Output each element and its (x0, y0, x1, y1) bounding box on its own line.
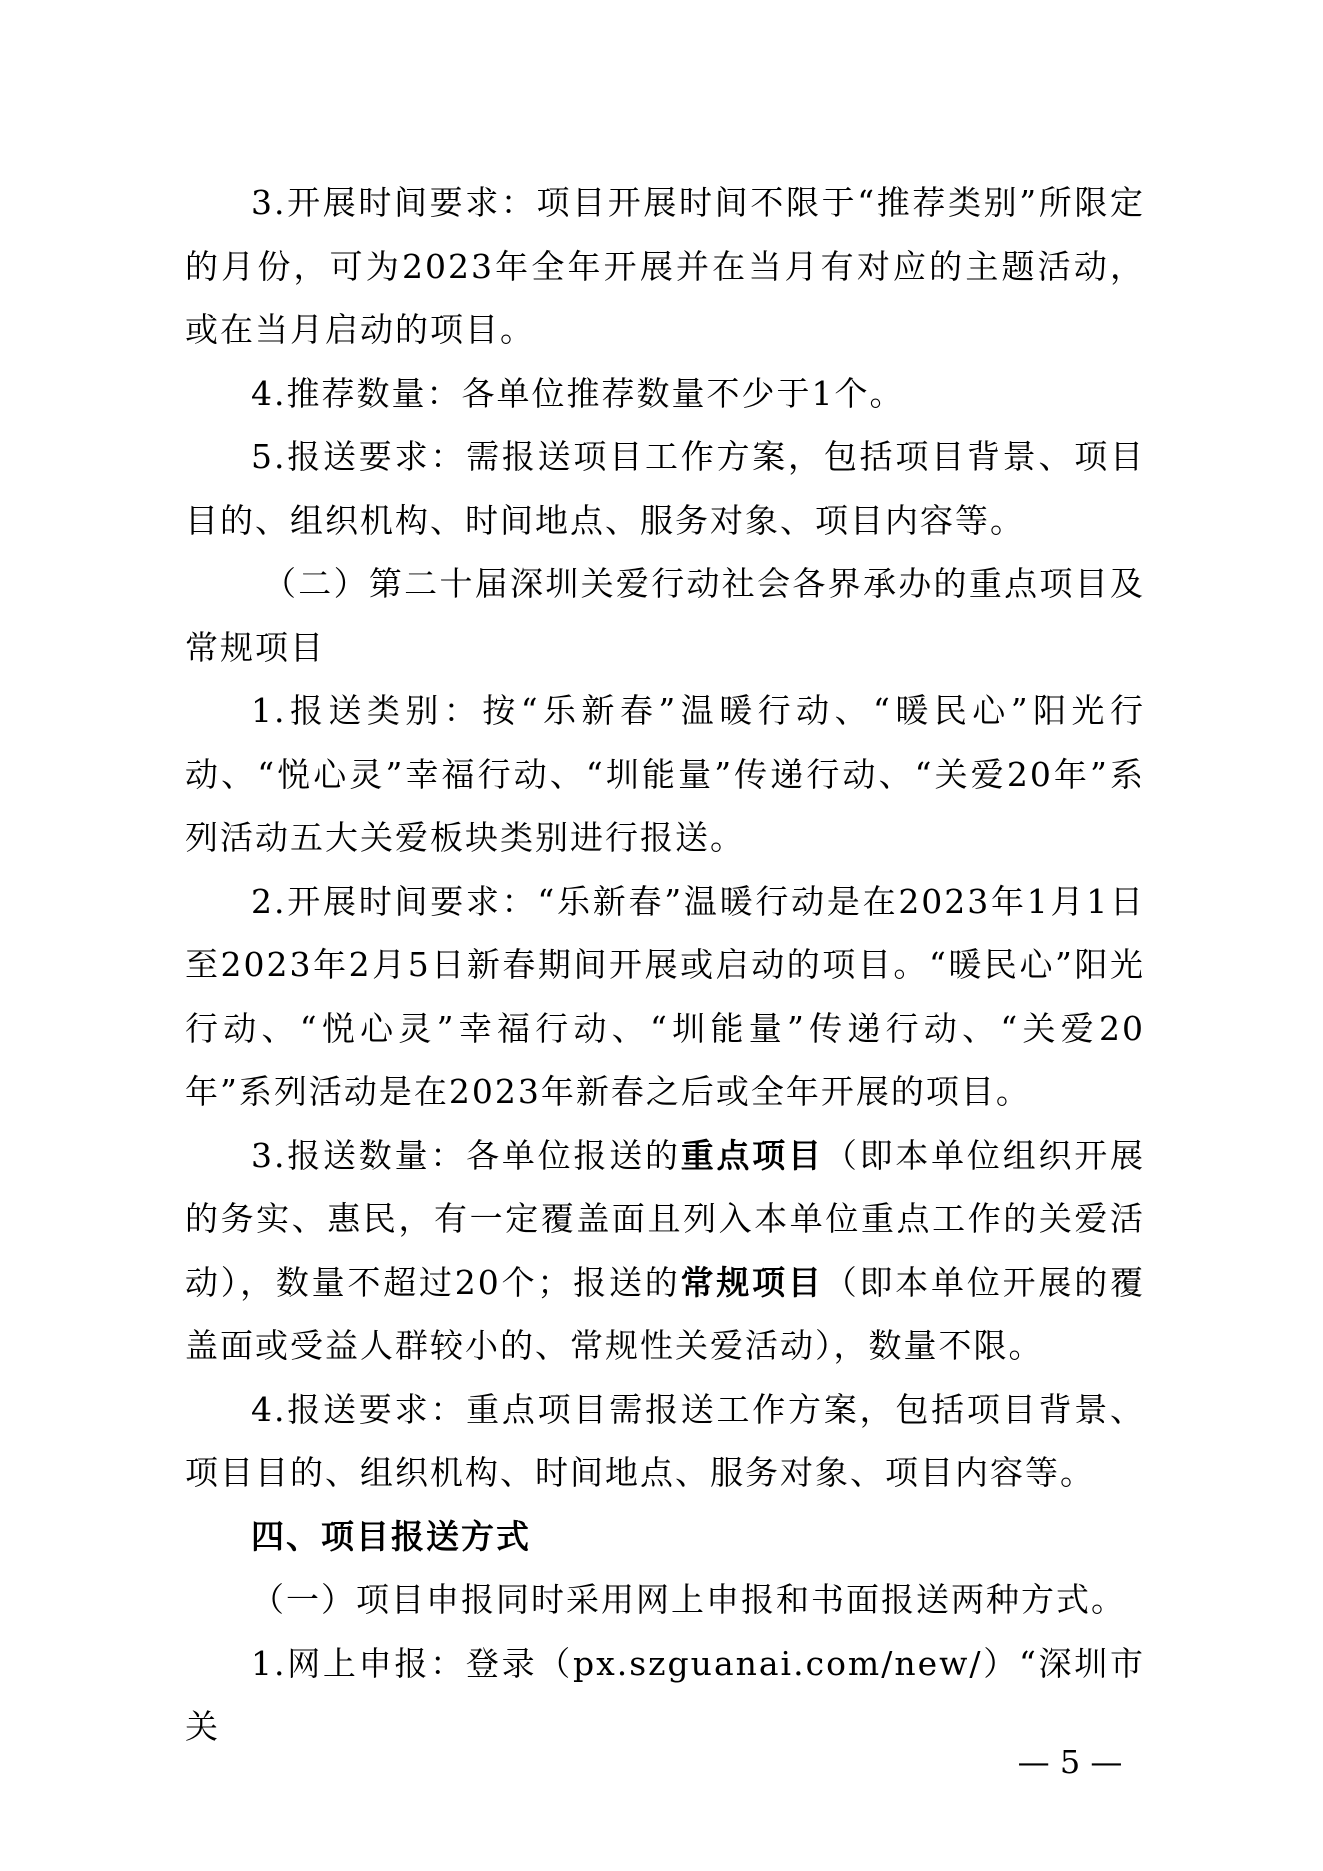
submit-count-text-2: （即本单位组织开展的务实、惠民，有一定覆盖面且列入本单位重点工作的关爱活动），数量不超过20个；报送的 (185, 1135, 1146, 1302)
paragraph-recommend-count: 4.推荐数量：各单位推荐数量不少于1个。 (251, 373, 905, 413)
paragraph-submit-requirement-2: 4.报送要求：重点项目需报送工作方案，包括项目背景、项目目的、组织机构、时间地点、服务对象、项目内容等。 (185, 1389, 1145, 1492)
paragraph-time-requirement: 3.开展时间要求：项目开展时间不限于“推荐类别”所限定的月份，可为2023年全年开展并在当月有对应的主题活动，或在当月启动的项目。 (185, 183, 1145, 349)
section-heading-two: （二）第二十届深圳关爱行动社会各界承办的重点项目及常规项目 (185, 564, 1145, 667)
submit-count-text-1: 3.报送数量：各单位报送的 (251, 1135, 681, 1175)
paragraph-time-requirement-2: 2.开展时间要求：“乐新春”温暖行动是在2023年1月1日至2023年2月5日新春期间开展或启动的项目。“暖民心”阳光行动、“悦心灵”幸福行动、“圳能量”传递行动、“关爱20年”系列活动是在2023年新春之后或全年开展的项目。 (185, 881, 1145, 1111)
document-body (185, 171, 1145, 1759)
section-heading-four: 四、项目报送方式 (251, 1516, 531, 1556)
regular-projects-label: 常规项目 (680, 1262, 824, 1302)
paragraph-online-application: 1.网上申报：登录（px.szguanai.com/new/）“深圳市关 (185, 1643, 1145, 1746)
page-number: — 5 — (1017, 1743, 1123, 1781)
paragraph-submit-requirement: 5.报送要求：需报送项目工作方案，包括项目背景、项目目的、组织机构、时间地点、服务对象、项目内容等。 (185, 437, 1145, 540)
paragraph-submit-count (185, 1124, 1145, 1378)
key-projects-label: 重点项目 (680, 1135, 824, 1175)
paragraph-submit-category: 1.报送类别：按“乐新春”温暖行动、“暖民心”阳光行动、“悦心灵”幸福行动、“圳能量”传递行动、“关爱20年”系列活动五大关爱板块类别进行报送。 (185, 691, 1145, 857)
paragraph-submit-methods: （一）项目申报同时采用网上申报和书面报送两种方式。 (251, 1580, 1126, 1619)
submit-count-text-3: （即本单位开展的覆盖面或受益人群较小的、常规性关爱活动），数量不限。 (185, 1262, 1145, 1365)
